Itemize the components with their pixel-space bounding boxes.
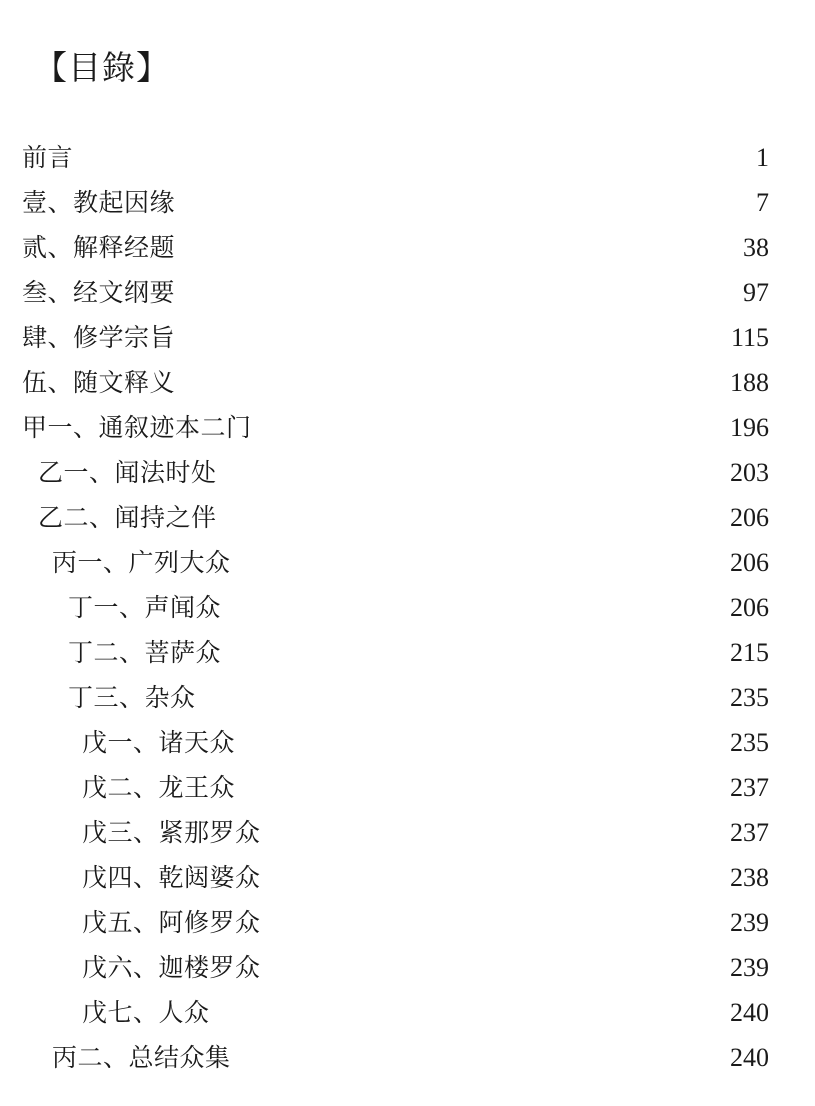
toc-entry xyxy=(0,405,815,450)
toc-entry-label: 肆、修学宗旨 xyxy=(22,323,176,352)
toc-entry-page: 38 xyxy=(743,233,769,262)
toc-entry xyxy=(0,585,815,630)
toc-entry xyxy=(0,630,815,675)
dot-leader xyxy=(265,810,724,855)
dot-leader xyxy=(179,270,737,315)
toc-entry-page: 240 xyxy=(730,1043,769,1072)
dot-leader xyxy=(235,540,724,585)
toc-entry xyxy=(0,900,815,945)
toc-entry-label: 戊六、迦楼罗众 xyxy=(82,953,261,982)
dot-leader xyxy=(239,765,724,810)
toc-entry-page: 235 xyxy=(730,683,769,712)
toc-entry-label: 贰、解释经题 xyxy=(22,233,176,262)
toc-entry-page: 237 xyxy=(730,773,769,802)
toc-entry xyxy=(0,315,815,360)
toc-entry-label: 戊三、紧那罗众 xyxy=(82,818,261,847)
toc-entry-label: 丁二、菩萨众 xyxy=(68,638,222,667)
dot-leader xyxy=(239,495,724,540)
toc-entry-label: 伍、随文释义 xyxy=(22,368,176,397)
toc-entry-page: 237 xyxy=(730,818,769,847)
toc-entry-label: 前言 xyxy=(22,143,74,172)
dot-leader xyxy=(265,945,724,990)
toc-entry-label: 乙二、闻持之伴 xyxy=(38,503,217,532)
toc-entry xyxy=(0,360,815,405)
toc-entry xyxy=(0,135,815,180)
toc-entry-label: 戊二、龙王众 xyxy=(82,773,236,802)
dot-leader xyxy=(239,450,724,495)
toc-entry-label: 丙二、总结众集 xyxy=(52,1043,231,1072)
toc-entry xyxy=(0,675,815,720)
toc-entry-label: 叁、经文纲要 xyxy=(22,278,176,307)
toc-entry-page: 97 xyxy=(743,278,769,307)
toc-entry-page: 206 xyxy=(730,593,769,622)
toc-entry-page: 206 xyxy=(730,503,769,532)
toc-entry xyxy=(0,1035,815,1080)
toc-entry-page: 239 xyxy=(730,908,769,937)
toc-entry-label: 甲一、通叙迹本二门 xyxy=(22,413,252,442)
toc-entry-page: 7 xyxy=(756,188,769,217)
toc-entry-page: 206 xyxy=(730,548,769,577)
toc-entry-label: 乙一、闻法时处 xyxy=(38,458,217,487)
dot-leader xyxy=(179,315,725,360)
toc-entry-label: 壹、教起因缘 xyxy=(22,188,176,217)
toc-entry xyxy=(0,225,815,270)
toc-entry xyxy=(0,450,815,495)
toc-title: 【目錄】 xyxy=(34,48,170,87)
dot-leader xyxy=(179,225,737,270)
toc-entry xyxy=(0,180,815,225)
dot-leader xyxy=(243,585,724,630)
toc-entry-label: 戊四、乾闼婆众 xyxy=(82,863,261,892)
dot-leader xyxy=(179,360,724,405)
toc-entry-page: 240 xyxy=(730,998,769,1027)
dot-leader xyxy=(214,990,724,1035)
toc-entry-page: 196 xyxy=(730,413,769,442)
dot-leader xyxy=(265,855,724,900)
toc-entry-label: 戊五、阿修罗众 xyxy=(82,908,261,937)
toc-entry-label: 戊一、诸天众 xyxy=(82,728,236,757)
toc-entry-page: 115 xyxy=(730,323,769,352)
dot-leader xyxy=(239,720,724,765)
dot-leader xyxy=(265,900,724,945)
toc-entry-page: 238 xyxy=(730,863,769,892)
toc-entry-label: 丙一、广列大众 xyxy=(52,548,231,577)
toc-entry xyxy=(0,855,815,900)
toc-entry-label: 戊七、人众 xyxy=(82,998,210,1027)
toc-entry xyxy=(0,765,815,810)
toc-entry xyxy=(0,540,815,585)
toc-entry xyxy=(0,270,815,315)
toc-entry xyxy=(0,990,815,1035)
toc-entry xyxy=(0,945,815,990)
dot-leader xyxy=(179,180,749,225)
toc-entry-page: 235 xyxy=(730,728,769,757)
toc-entry-page: 188 xyxy=(730,368,769,397)
dot-leader xyxy=(218,675,724,720)
toc-entry-page: 1 xyxy=(756,143,769,172)
dot-leader xyxy=(243,630,724,675)
toc-entry-page: 239 xyxy=(730,953,769,982)
toc-entry xyxy=(0,720,815,765)
toc-entry-label: 丁一、声闻众 xyxy=(68,593,222,622)
toc-entry-page: 203 xyxy=(730,458,769,487)
toc-entry-label: 丁三、杂众 xyxy=(68,683,196,712)
toc-list xyxy=(0,135,815,1080)
toc-entry xyxy=(0,495,815,540)
toc-entry-page: 215 xyxy=(730,638,769,667)
dot-leader xyxy=(256,405,724,450)
dot-leader xyxy=(253,1035,724,1080)
toc-entry xyxy=(0,810,815,855)
dot-leader xyxy=(77,135,749,180)
